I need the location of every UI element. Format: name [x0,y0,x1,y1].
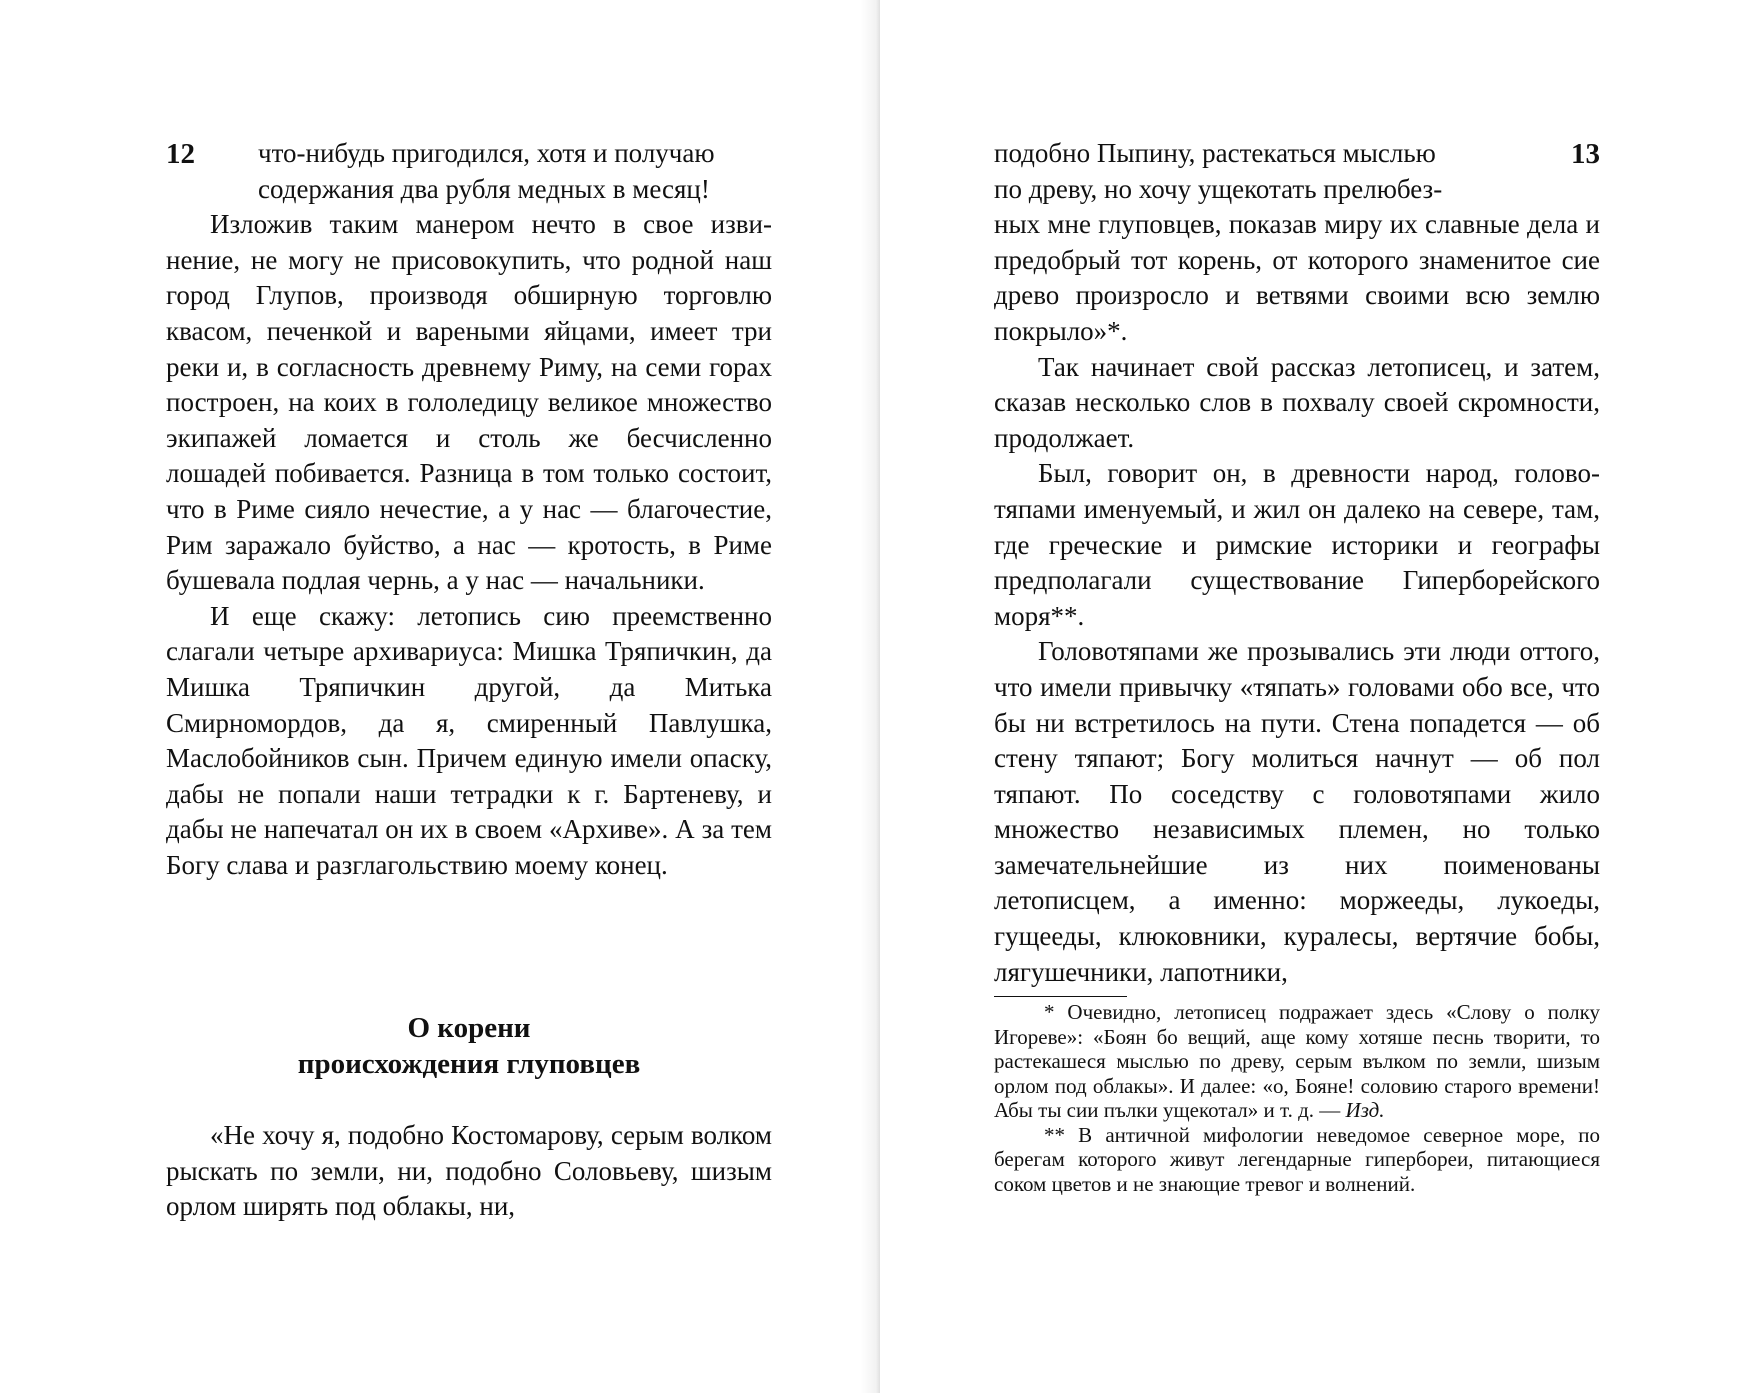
paragraph-archivists: И еще скажу: летопись сию преемственно слагали четыре архивариуса: Мишка Тряпичкин, да Мишка Тряпичкин другой, да Митька Смирномордов, да я, смиренный Павлушка, Маслобойников сын. Причем единую имели опаску, дабы не попали наши тетрадки к г. Бартеневу, и дабы не напечатал он их в своем «Архиве». А за тем Богу слава и разглагольствию моему конец. [166,600,772,880]
paragraph-golovotyapy: Был, говорит он, в древности народ, головотяпами именуемый, и жил он далеко на севере, там, где греческие и римские историки и географы предполагали существование Гиперборейского моря**. [994,458,1600,631]
paragraph-quote: «Не хочу я, подобно Костомарову, серым волком рыскать по земли, ни, подобно Соловьеву, шизым орлом ширять под облакы, ни, [166,1120,772,1222]
opening-line-1: что-нибудь пригодился, хотя и получаю [258,138,715,168]
page-number-left: 12 [166,138,195,170]
footnote-rule [994,996,1127,997]
left-page [0,0,880,1393]
paragraph-tribes: Головотяпами же прозывались эти люди оттого, что имели привычку «тяпать» головами обо все, что бы ни встретилось на пути. Стена попадется — об стену тяпают; Богу молиться начнут — об пол тяпают. По соседству с головотяпами жило множество независимых племен, но только замечательнейшие из них поименованы летописцем, а именно: моржееды, лукоеды, гущееды, клюковники, куралесы, вертячие бобы, лягушечники, лапотники, [994,636,1600,987]
right-page-body [994,136,1600,990]
chapter-heading-line-2: происхождения глуповцев [297,1048,641,1080]
footnote-1 [994,1000,1600,1123]
page-number-right: 13 [1571,138,1600,170]
paragraph-excuse: Изложив таким манером нечто в свое извинение, не могу не присовокупить, что родной наш город Глупов, производя обширную торговлю квасом, печенкой и вареными яйцами, имеет три реки и, в согласность древнему Риму, на семи горах построен, на коих в гололедицу великое множество экипажей ломается и столь же бесчисленно лошадей побивается. Разница в том только состоит, что в Риме сияло нечестие, а у нас — благочестие, Рим заражало буйство, а нас — кротость, в Риме бушевала подлая чернь, а у нас — начальники. [166,209,772,596]
chapter-heading-line-1: О корени [407,1012,531,1044]
opening-line-2: содержания два рубля медных в месяц! [258,173,710,204]
footnote-1-text: * Очевидно, летописец подражает здесь «Слову о полку Игореве»: «Боян бо вещий, аще кому хотяше песнь творити, то растекашеся мыслью по древу, серым вълком по земли, шизым орлом под облакы». И далее: «о, Бояне! соловию старого времени! Абы ты сии пълки ущекотал» и т. д. — [994,1000,1600,1122]
footnote-1-attribution: Изд. [1345,1098,1385,1122]
right-top-line-2: по древу, но хочу ущекотать прелюбез- [994,173,1443,204]
paragraph-chronicler: Так начинает свой рассказ летописец, и затем, сказав несколько слов в похвалу своей скромности, продолжает. [994,351,1600,453]
left-page-quote [166,1118,772,1225]
footnote-2: ** В античной мифологии неведомое северное море, по берегам которого живут легендарные гипербореи, питающиеся соком цветов и не знающие тревог и волнений. [994,1122,1600,1196]
footnotes [994,1000,1600,1196]
left-page-body [166,136,772,883]
paragraph-continuation: ных мне глуповцев, показав миру их славные дела и предобрый тот корень, от которого знаменитое сие древо произросло и ветвями своими всю землю покрыло»*. [994,209,1600,346]
chapter-heading [166,1010,772,1082]
right-top-line-1: подобно Пыпину, растекаться мыслью [994,138,1436,168]
